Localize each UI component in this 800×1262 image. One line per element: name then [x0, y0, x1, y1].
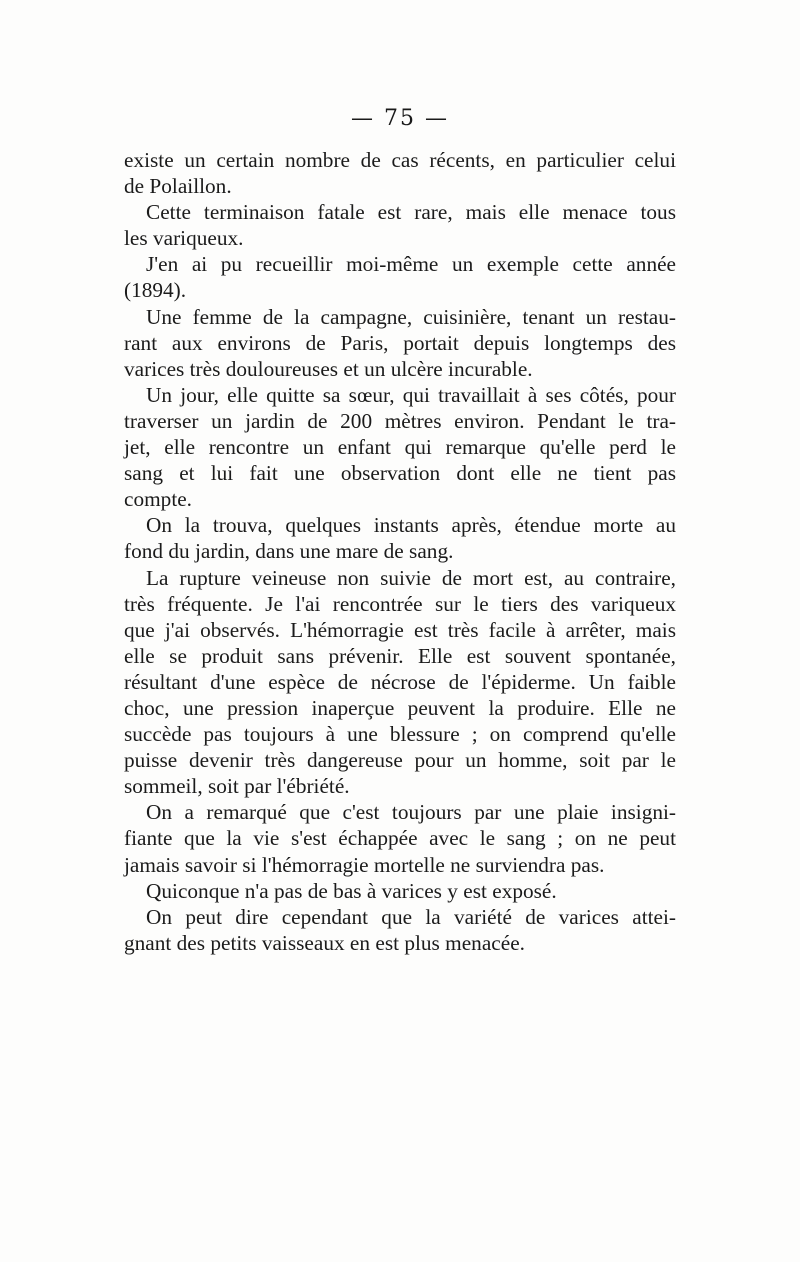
- text-line: On la trouva, quelques instants après, étendue morte au: [146, 513, 676, 538]
- text-line: Une femme de la campagne, cuisinière, tenant un restau-: [146, 304, 676, 329]
- paragraph: [124, 512, 676, 564]
- paragraph: [124, 904, 676, 956]
- paragraph: [124, 199, 676, 251]
- text-line: très fréquente. Je l'ai rencontrée sur le tiers des variqueux: [124, 591, 676, 616]
- text-line: jet, elle rencontre un enfant qui remarque qu'elle perd le: [124, 435, 676, 460]
- text-line: varices très douloureuses et un ulcère incurable.: [124, 356, 533, 381]
- text-line: jamais savoir si l'hémorragie mortelle ne surviendra pas.: [124, 852, 605, 877]
- text-line: fond du jardin, dans une mare de sang.: [124, 539, 454, 564]
- paragraph: [124, 382, 676, 512]
- text-line: traverser un jardin de 200 mètres environ. Pendant le tra-: [124, 408, 676, 433]
- text-line: résultant d'une espèce de nécrose de l'épiderme. Un faible: [124, 669, 676, 694]
- text-line: Quiconque n'a pas de bas à varices y est exposé.: [146, 878, 557, 903]
- paragraph: [124, 878, 676, 904]
- text-line: Un jour, elle quitte sa sœur, qui travaillait à ses côtés, pour: [146, 382, 676, 407]
- text-line: La rupture veineuse non suivie de mort est, au contraire,: [146, 565, 676, 590]
- text-line: de Polaillon.: [124, 174, 232, 199]
- paragraph: [124, 251, 676, 303]
- text-line: sang et lui fait une observation dont elle ne tient pas: [124, 461, 676, 486]
- text-line: que j'ai observés. L'hémorragie est très facile à arrêter, mais: [124, 617, 676, 642]
- body-text: [124, 147, 676, 956]
- text-line: On a remarqué que c'est toujours par une plaie insigni-: [146, 800, 676, 825]
- page-number: — 75 —: [351, 106, 449, 131]
- text-line: choc, une pression inaperçue peuvent la produire. Elle ne: [124, 695, 676, 720]
- paragraph: [124, 304, 676, 382]
- text-line: rant aux environs de Paris, portait depuis longtemps des: [124, 330, 676, 355]
- text-line: sommeil, soit par l'ébriété.: [124, 774, 350, 799]
- text-line: (1894).: [124, 278, 187, 303]
- text-line: puisse devenir très dangereuse pour un homme, soit par le: [124, 748, 676, 773]
- text-line: les variqueux.: [124, 226, 244, 251]
- paragraph: [124, 799, 676, 877]
- text-line: fiante que la vie s'est échappée avec le sang ; on ne peut: [124, 826, 676, 851]
- text-line: Cette terminaison fatale est rare, mais elle menace tous: [146, 200, 676, 225]
- text-line: gnant des petits vaisseaux en est plus menacée.: [124, 930, 525, 955]
- text-line: existe un certain nombre de cas récents, en particulier celui: [124, 148, 676, 172]
- text-line: J'en ai pu recueillir moi-même un exemple cette année: [146, 252, 676, 277]
- text-line: elle se produit sans prévenir. Elle est souvent spontanée,: [124, 643, 676, 668]
- text-line: compte.: [124, 487, 193, 512]
- text-line: succède pas toujours à une blessure ; on comprend qu'elle: [124, 722, 676, 747]
- text-line: On peut dire cependant que la variété de varices attei-: [146, 904, 676, 929]
- paragraph: [124, 565, 676, 800]
- paragraph: [124, 147, 676, 199]
